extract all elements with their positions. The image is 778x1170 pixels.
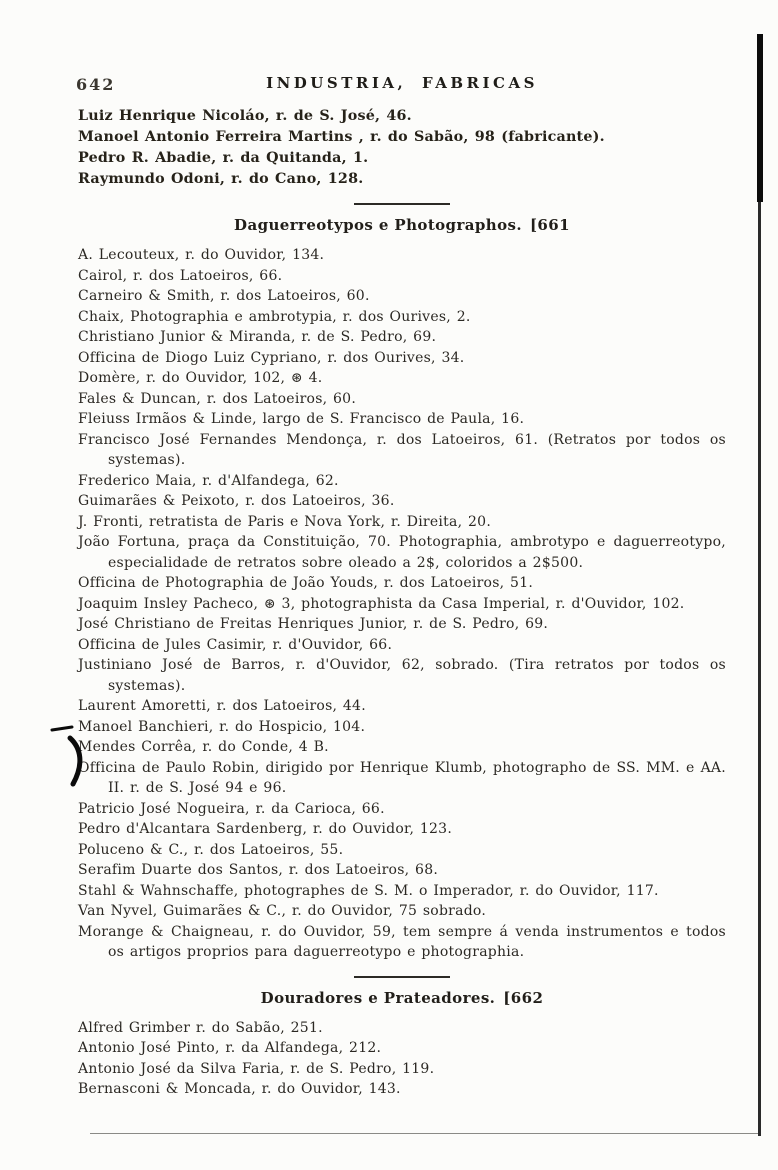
directory-entry: Officina de Jules Casimir, r. d'Ouvidor, 66. [78,636,393,653]
directory-entry: Stahl & Wahnschaffe, photographes de S. M. o Imperador, r. do Ouvidor, 117. [78,882,659,899]
directory-entry: Officina de Diogo Luiz Cypriano, r. dos Ourives, 34. [78,349,465,366]
directory-entry: Antonio José da Silva Faria, r. de S. Pedro, 119. [78,1060,435,1077]
entries-list [78,245,726,963]
directory-entry: Carneiro & Smith, r. dos Latoeiros, 60. [78,288,370,304]
directory-entry: Officina de Photographia de João Youds, r. dos Latoeiros, 51. [78,575,534,591]
directory-entry: Laurent Amoretti, r. dos Latoeiros, 44. [78,698,366,714]
section-divider [354,203,450,205]
section-divider [354,976,450,978]
top-entries-list [78,106,726,190]
directory-entry: Officina de Paulo Robin, dirigido por Henrique Klumb, photographo de SS. MM. e AA. II. r. de S. José 94 e 96. [78,759,726,796]
section-title: Daguerreotypos e Photographos. [234,216,522,234]
directory-entry: Chaix, Photographia e ambrotypia, r. dos Ourives, 2. [78,308,471,325]
directory-entry: Mendes Corrêa, r. do Conde, 4 B. [78,739,329,755]
directory-entry: Guimarães & Peixoto, r. dos Latoeiros, 36. [78,493,395,509]
directory-entry: Domère, r. do Ouvidor, 102, ⊛ 4. [78,370,323,386]
directory-entry: Manoel Banchieri, r. do Hospicio, 104. [78,718,366,735]
directory-entry: Cairol, r. dos Latoeiros, 66. [78,267,283,284]
entries-list [78,1018,726,1100]
page-content [78,74,726,1100]
directory-entry: José Christiano de Freitas Henriques Junior, r. de S. Pedro, 69. [78,616,549,632]
directory-entry: Frederico Maia, r. d'Alfandega, 62. [78,472,339,489]
directory-entry: João Fortuna, praça da Constituição, 70. Photographia, ambrotypo e daguerreotypo, especialidade de retratos sobre oleado a 2$, coloridos a 2$500. [78,534,726,571]
directory-entry: Luiz Henrique Nicoláo, r. de S. José, 46. [78,108,412,124]
directory-entry: Justiniano José de Barros, r. d'Ouvidor, 62, sobrado. (Tira retratos por todos os systemas). [78,657,726,694]
section-ref: [661 [529,216,570,234]
section-douradores [78,976,726,1100]
section-heading [78,989,726,1007]
section-heading [78,216,726,234]
directory-entry: Patricio José Nogueira, r. da Carioca, 66. [78,800,385,817]
section-title: Douradores e Prateadores. [260,988,496,1007]
page-number: 642 [76,75,116,94]
directory-entry: Bernasconi & Moncada, r. do Ouvidor, 143. [78,1081,401,1097]
directory-entry: Fleiuss Irmãos & Linde, largo de S. Francisco de Paula, 16. [78,411,525,427]
directory-entry: Antonio José Pinto, r. da Alfandega, 212. [78,1040,382,1056]
directory-entry: Fales & Duncan, r. dos Latoeiros, 60. [78,390,357,407]
directory-entry: Serafim Duarte dos Santos, r. dos Latoeiros, 68. [78,862,439,878]
bottom-scan-line [90,1133,758,1134]
directory-entry: Manoel Antonio Ferreira Martins , r. do Sabão, 98 (fabricante). [78,129,605,145]
page-header-title: INDUSTRIA, FABRICAS [266,74,538,92]
directory-entry: Christiano Junior & Miranda, r. de S. Pedro, 69. [78,329,437,345]
directory-entry: Van Nyvel, Guimarães & C., r. do Ouvidor, 75 sobrado. [78,903,487,919]
directory-entry: Joaquim Insley Pacheco, ⊛ 3, photographista da Casa Imperial, r. d'Ouvidor, 102. [78,595,685,612]
directory-entry: Raymundo Odoni, r. do Cano, 128. [78,171,364,187]
directory-entry: Pedro R. Abadie, r. da Quitanda, 1. [78,150,369,166]
ink-mark-icon [50,720,94,792]
directory-entry: A. Lecouteux, r. do Ouvidor, 134. [78,247,325,263]
directory-entry: Francisco José Fernandes Mendonça, r. dos Latoeiros, 61. (Retratos por todos os systemas). [78,431,726,468]
directory-entry: Pedro d'Alcantara Sardenberg, r. do Ouvidor, 123. [78,821,453,837]
page-header [78,74,726,98]
section-daguerreotypos [78,203,726,963]
section-ref: [662 [503,988,544,1007]
directory-entry: Poluceno & C., r. dos Latoeiros, 55. [78,841,344,858]
page-edge-line-thick [757,34,763,202]
directory-entry: J. Fronti, retratista de Paris e Nova York, r. Direita, 20. [78,513,492,530]
directory-entry: Morange & Chaigneau, r. do Ouvidor, 59, tem sempre á venda instrumentos e todos os artigos proprios para daguerreotypo e photographia. [78,923,726,960]
directory-entry: Alfred Grimber r. do Sabão, 251. [78,1019,323,1036]
